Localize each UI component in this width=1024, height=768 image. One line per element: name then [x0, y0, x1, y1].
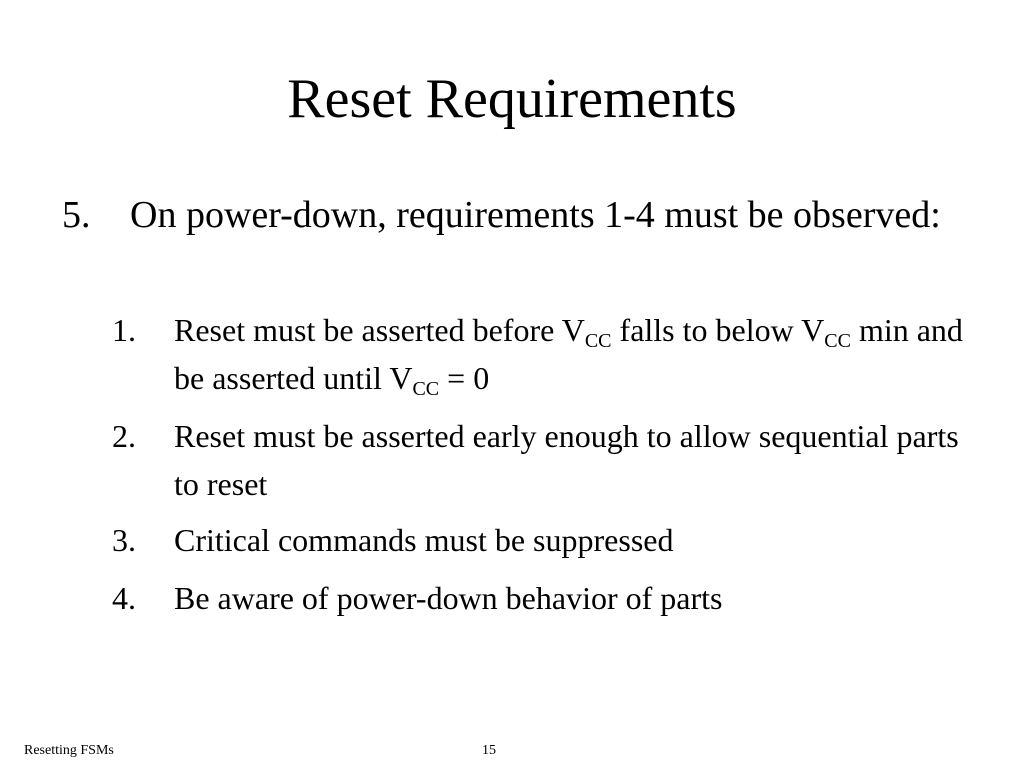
footer-title: Resetting FSMs — [24, 743, 114, 758]
text-segment: min and be asserted until V — [174, 312, 963, 396]
sub-item-text: Reset must be asserted early enough to allow sequential parts to reset — [174, 418, 959, 502]
sub-item-text — [174, 306, 972, 402]
subscript: CC — [824, 330, 851, 352]
subscript: CC — [412, 378, 440, 400]
subscript: CC — [584, 330, 612, 352]
sub-item-number: 1. — [112, 312, 136, 348]
sub-item-number: 2. — [112, 418, 136, 454]
page-number: 15 — [482, 743, 496, 758]
sub-item-number: 4. — [112, 580, 136, 616]
sub-list-item-2 — [112, 412, 972, 508]
sub-item-text: Be aware of power-down behavior of parts — [174, 580, 723, 616]
text-segment: falls to below V — [611, 312, 825, 348]
sub-list-item-3 — [112, 516, 972, 564]
sub-list-item-4 — [112, 574, 972, 622]
main-list-item — [62, 188, 962, 242]
main-item-number: 5. — [62, 194, 91, 236]
slide-title: Reset Requirements — [287, 68, 737, 130]
sub-item-number: 3. — [112, 522, 136, 558]
sub-item-text: Critical commands must be suppressed — [174, 522, 674, 558]
sub-list-item-1 — [112, 306, 972, 402]
text-segment: = 0 — [439, 360, 490, 396]
main-item-text: On power-down, requirements 1-4 must be observed: — [130, 194, 941, 236]
text-segment: Reset must be asserted before V — [174, 312, 585, 348]
